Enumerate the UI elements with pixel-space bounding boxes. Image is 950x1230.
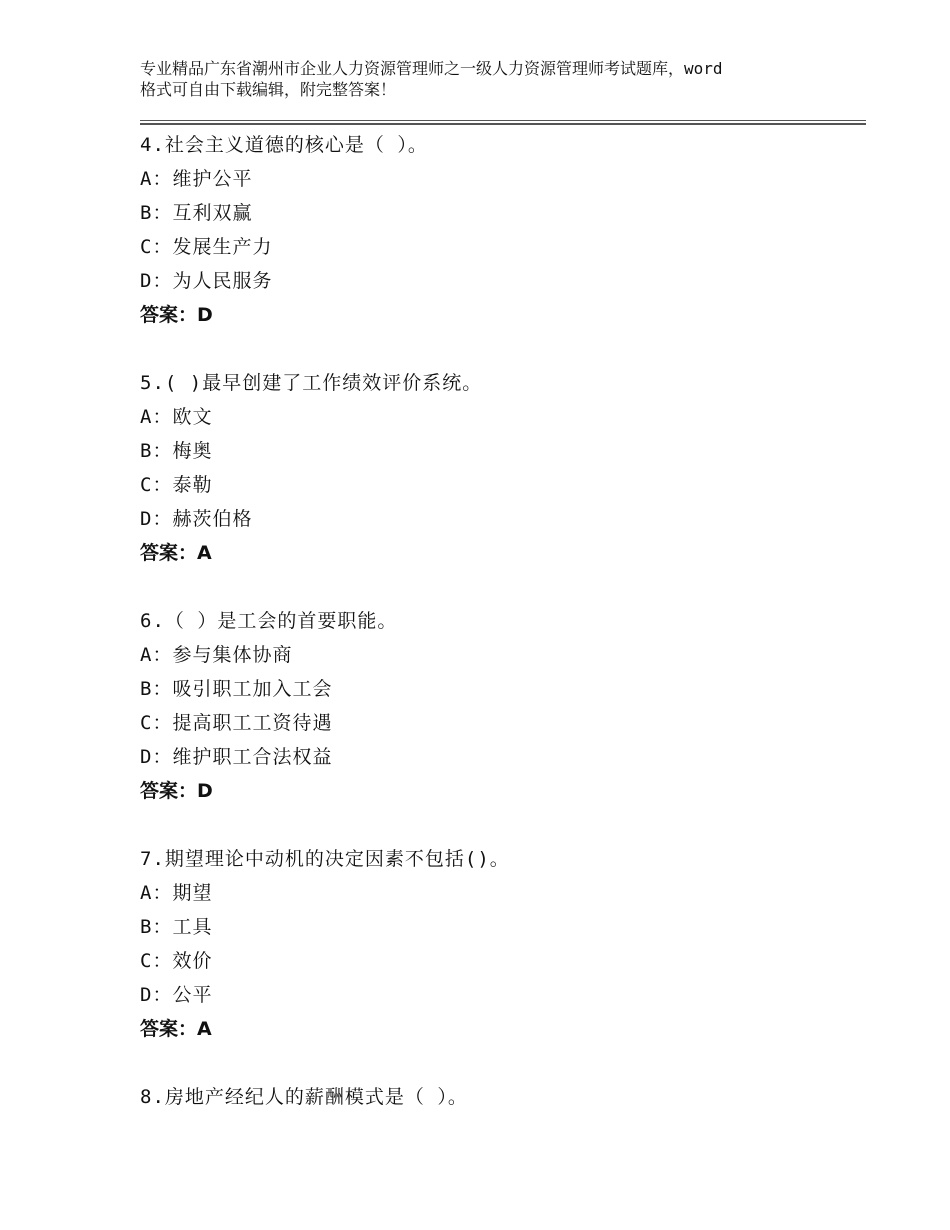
question-stem: 5.( )最早创建了工作绩效评价系统。 — [140, 372, 483, 394]
option-b: B：互利双赢 — [140, 202, 253, 224]
option-b: B：工具 — [140, 916, 213, 938]
answer-label: 答案：D — [140, 304, 213, 326]
question-8 — [140, 1080, 866, 1114]
document-header — [140, 58, 840, 100]
header-divider-thin — [140, 120, 866, 121]
option-c: C：效价 — [140, 950, 213, 972]
option-d: D：为人民服务 — [140, 270, 273, 292]
option-c: C：发展生产力 — [140, 236, 273, 258]
header-line-1: 专业精品广东省潮州市企业人力资源管理师之一级人力资源管理师考试题库，word — [140, 59, 723, 78]
question-4 — [140, 128, 866, 332]
option-b: B：梅奥 — [140, 440, 213, 462]
answer-label: 答案：A — [140, 1018, 212, 1040]
option-a: A：维护公平 — [140, 168, 253, 190]
option-d: D：公平 — [140, 984, 213, 1006]
header-divider-thick — [140, 123, 866, 125]
option-a: A：期望 — [140, 882, 213, 904]
option-b: B：吸引职工加入工会 — [140, 678, 333, 700]
question-5 — [140, 366, 866, 570]
question-stem: 8.房地产经纪人的薪酬模式是（ ）。 — [140, 1086, 468, 1108]
question-list — [140, 128, 866, 1148]
option-c: C：泰勒 — [140, 474, 213, 496]
question-stem: 6.（ ）是工会的首要职能。 — [140, 610, 398, 632]
question-6 — [140, 604, 866, 808]
option-a: A：欧文 — [140, 406, 213, 428]
answer-label: 答案：D — [140, 780, 213, 802]
option-a: A：参与集体协商 — [140, 644, 293, 666]
question-stem: 4.社会主义道德的核心是（ ）。 — [140, 134, 428, 156]
answer-label: 答案：A — [140, 542, 212, 564]
option-d: D：维护职工合法权益 — [140, 746, 333, 768]
question-7 — [140, 842, 866, 1046]
header-line-2: 格式可自由下载编辑，附完整答案！ — [140, 80, 397, 99]
option-d: D：赫茨伯格 — [140, 508, 253, 530]
question-stem: 7.期望理论中动机的决定因素不包括()。 — [140, 848, 510, 870]
option-c: C：提高职工工资待遇 — [140, 712, 333, 734]
